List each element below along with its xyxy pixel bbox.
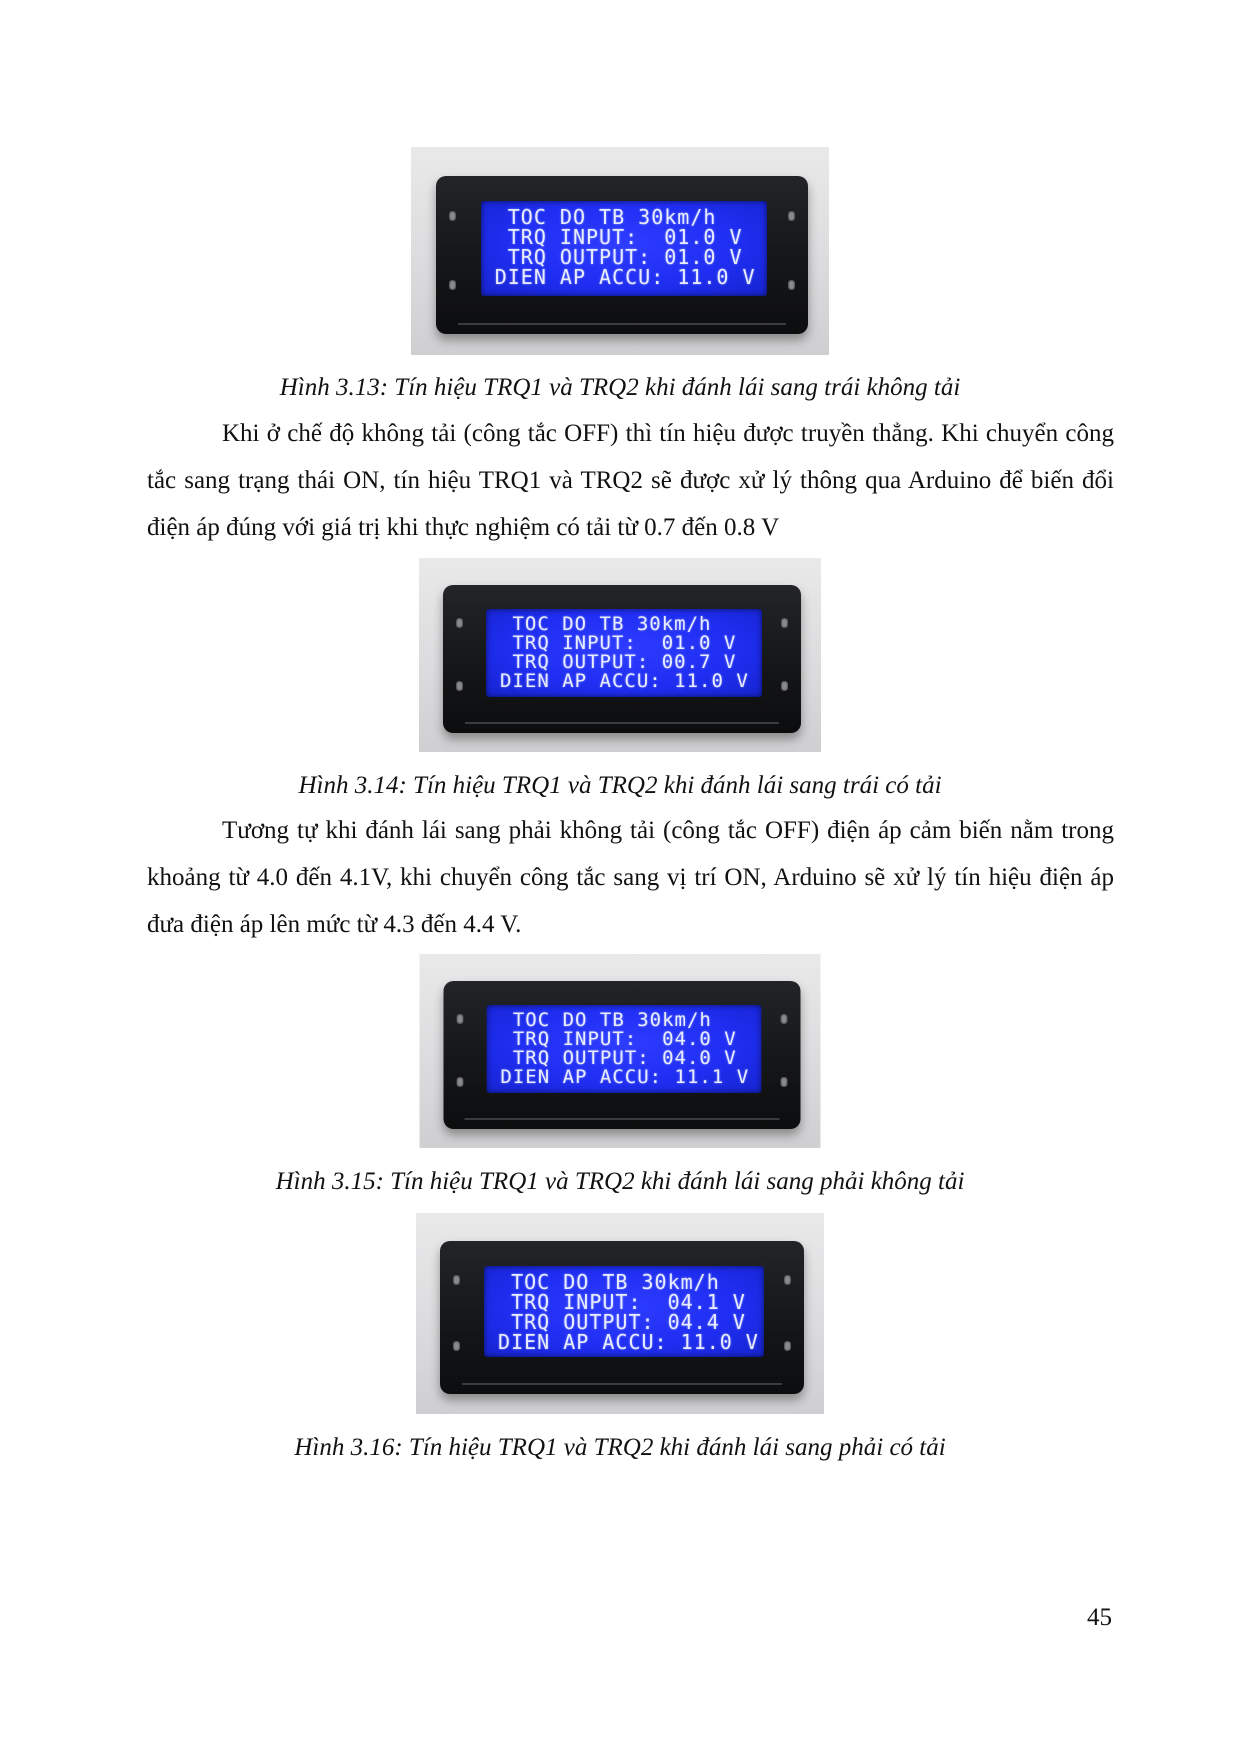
screw-icon <box>453 1275 460 1285</box>
screw-icon <box>456 618 463 628</box>
paragraph: Khi ở chế độ không tải (công tắc OFF) thì tín hiệu được truyền thẳng. Khi chuyển công tắc sang trạng thái ON, tín hiệu TRQ1 và TRQ2 sẽ được xử lý thông qua Arduino để biến đổi điện áp đúng với giá trị khi thực nghiệm có tải từ 0.7 đến 0.8 V <box>147 420 1114 541</box>
paragraph: Tương tự khi đánh lái sang phải không tải (công tắc OFF) điện áp cảm biến nằm trong khoảng từ 4.0 đến 4.1V, khi chuyển công tắc sang vị trí ON, Arduino sẽ xử lý tín hiệu điện áp đưa điện áp lên mức từ 4.3 đến 4.4 V. <box>147 817 1114 938</box>
lcd-line-2: TRQ INPUT: 04.0 V <box>500 1027 737 1050</box>
lcd-screen <box>484 1266 764 1358</box>
screw-icon <box>781 1077 788 1087</box>
lcd-screen <box>486 1005 761 1094</box>
screw-icon <box>788 211 795 221</box>
lcd-line-1: TOC DO TB 30km/h <box>494 205 717 230</box>
lcd-line-1: TOC DO TB 30km/h <box>500 612 712 635</box>
screw-icon <box>456 681 463 691</box>
figure-caption: Hình 3.16: Tín hiệu TRQ1 và TRQ2 khi đánh lái sang phải có tải <box>294 1434 946 1461</box>
screw-icon <box>784 1275 791 1285</box>
figure-caption: Hình 3.13: Tín hiệu TRQ1 và TRQ2 khi đánh lái sang trái không tải <box>279 374 961 401</box>
page-number: 45 <box>1087 1604 1112 1631</box>
screw-icon <box>449 211 456 221</box>
lcd-line-3: TRQ OUTPUT: 04.4 V <box>498 1309 746 1334</box>
screw-icon <box>781 1014 788 1024</box>
lcd-photo <box>419 558 821 752</box>
figure-caption: Hình 3.14: Tín hiệu TRQ1 và TRQ2 khi đánh lái sang trái có tải <box>298 772 942 799</box>
lcd-line-3: TRQ OUTPUT: 01.0 V <box>494 245 743 270</box>
lcd-line-2: TRQ INPUT: 04.1 V <box>498 1289 746 1314</box>
lcd-line-4: DIEN AP ACCU: 11.0 V <box>498 1329 759 1354</box>
screw-icon <box>449 280 456 290</box>
lcd-module <box>444 981 801 1128</box>
lcd-photo <box>411 147 829 355</box>
figure-3-14 <box>419 558 821 752</box>
lcd-line-1: TOC DO TB 30km/h <box>500 1008 712 1031</box>
lcd-line-4: DIEN AP ACCU: 11.0 V <box>494 265 756 290</box>
figure-3-16 <box>416 1213 824 1414</box>
lcd-screen <box>481 201 767 296</box>
screw-icon <box>784 1341 791 1351</box>
screw-icon <box>788 280 795 290</box>
screw-icon <box>453 1341 460 1351</box>
figure-3-15 <box>420 954 821 1148</box>
lcd-line-3: TRQ OUTPUT: 00.7 V <box>500 650 737 673</box>
lcd-line-2: TRQ INPUT: 01.0 V <box>494 225 743 250</box>
lcd-photo <box>416 1213 824 1414</box>
lcd-module <box>443 585 801 732</box>
lcd-line-2: TRQ INPUT: 01.0 V <box>500 631 737 654</box>
figure-caption: Hình 3.15: Tín hiệu TRQ1 và TRQ2 khi đánh lái sang phải không tải <box>275 1168 965 1195</box>
lcd-module <box>436 176 808 334</box>
lcd-photo <box>420 954 821 1148</box>
lcd-line-4: DIEN AP ACCU: 11.0 V <box>500 669 749 692</box>
lcd-module <box>440 1241 803 1394</box>
figure-3-13 <box>411 147 829 355</box>
screw-icon <box>456 1014 463 1024</box>
lcd-screen <box>486 609 762 698</box>
lcd-line-4: DIEN AP ACCU: 11.1 V <box>500 1065 750 1088</box>
screw-icon <box>781 618 788 628</box>
lcd-line-1: TOC DO TB 30km/h <box>498 1269 720 1294</box>
lcd-line-3: TRQ OUTPUT: 04.0 V <box>500 1046 737 1069</box>
screw-icon <box>456 1077 463 1087</box>
screw-icon <box>781 681 788 691</box>
